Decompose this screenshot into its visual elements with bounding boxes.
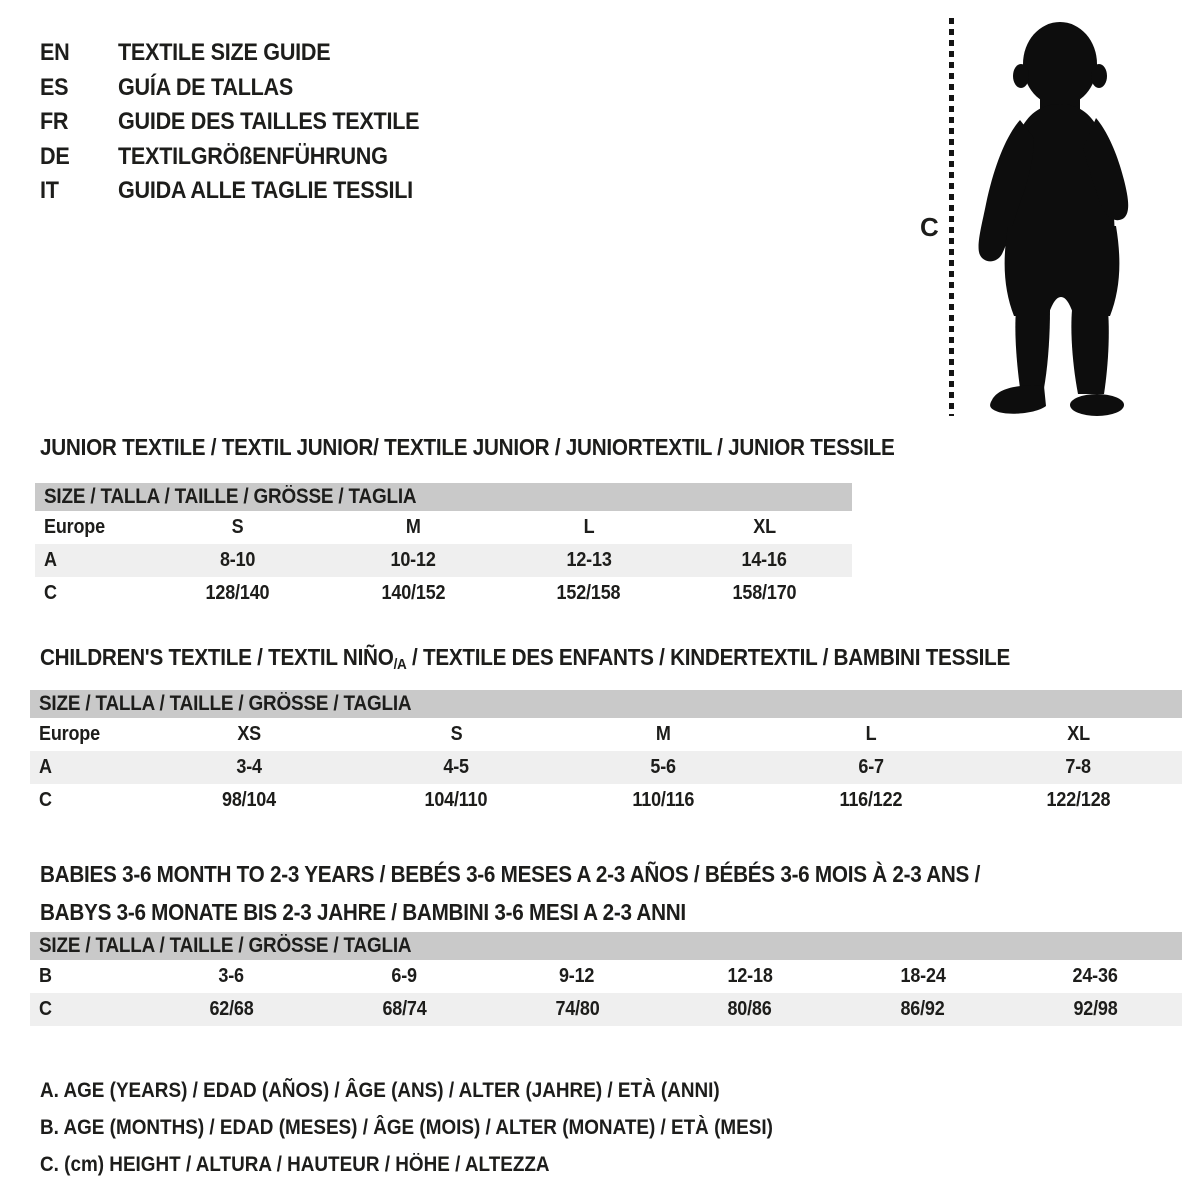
height-figure bbox=[900, 0, 1160, 430]
lang-row-en bbox=[40, 36, 453, 71]
lang-title-en: TEXTILE SIZE GUIDE bbox=[118, 39, 331, 67]
cell: 12-13 bbox=[566, 549, 612, 571]
cell: 9-12 bbox=[559, 965, 595, 987]
row-label: Europe bbox=[39, 723, 100, 745]
table-row bbox=[30, 718, 1182, 751]
cell: 10-12 bbox=[390, 549, 436, 571]
table-row bbox=[35, 577, 852, 610]
measurement-legend bbox=[40, 1072, 854, 1183]
table-row bbox=[30, 960, 1182, 993]
table-row bbox=[35, 511, 852, 544]
cell: 98/104 bbox=[221, 789, 276, 811]
row-label: B bbox=[39, 965, 52, 987]
cell: 12-18 bbox=[727, 965, 773, 987]
babies-section-title: BABIES 3-6 MONTH TO 2-3 YEARS / BEBÉS 3-6 MESES A 2-3 AÑOS / BÉBÉS 3-6 MOIS À 2-3 ANS / BABYS 3-6 MONATE BIS 2-3 JAHRE / BAMBINI 3-6 MESI A 2-3 ANNI bbox=[40, 861, 981, 925]
cell: 8-10 bbox=[220, 549, 256, 571]
lang-title-fr: GUIDE DES TAILLES TEXTILE bbox=[118, 108, 420, 136]
junior-table-header: SIZE / TALLA / TAILLE / GRÖSSE / TAGLIA bbox=[35, 483, 852, 511]
babies-size-table bbox=[30, 932, 1182, 1026]
row-label: C bbox=[39, 998, 52, 1020]
table-row bbox=[30, 751, 1182, 784]
lang-title-it: GUIDA ALLE TAGLIE TESSILI bbox=[118, 177, 413, 205]
cell: XL bbox=[1066, 723, 1090, 745]
lang-code-en: EN bbox=[40, 39, 70, 67]
cell: 68/74 bbox=[382, 998, 427, 1020]
legend-line-c: C. (cm) HEIGHT / ALTURA / HAUTEUR / HÖHE / ALTEZZA bbox=[40, 1152, 550, 1176]
cell: 116/122 bbox=[839, 789, 903, 811]
language-header bbox=[40, 36, 453, 209]
table-row bbox=[30, 993, 1182, 1026]
cell: 74/80 bbox=[554, 998, 600, 1020]
cell: 128/140 bbox=[205, 582, 270, 604]
height-c-label: C bbox=[920, 212, 939, 242]
cell: 14-16 bbox=[741, 549, 787, 571]
cell: 7-8 bbox=[1065, 756, 1092, 778]
toddler-silhouette bbox=[966, 14, 1150, 420]
row-label: A bbox=[39, 756, 52, 778]
lang-code-fr: FR bbox=[40, 108, 69, 136]
lang-row-it bbox=[40, 174, 453, 209]
cell: S bbox=[231, 516, 244, 538]
cell: 24-36 bbox=[1072, 965, 1119, 987]
row-label: Europe bbox=[44, 516, 105, 538]
children-table-header: SIZE / TALLA / TAILLE / GRÖSSE / TAGLIA bbox=[30, 690, 1182, 718]
lang-code-it: IT bbox=[40, 177, 59, 205]
height-dashed-line bbox=[949, 18, 954, 416]
cell: 92/98 bbox=[1073, 998, 1118, 1020]
row-label: C bbox=[39, 789, 52, 811]
children-section-title: CHILDREN'S TEXTILE / TEXTIL NIÑO/A / TEXTILE DES ENFANTS / KINDERTEXTIL / BAMBINI TESSILE bbox=[40, 644, 1011, 673]
table-row bbox=[30, 784, 1182, 817]
cell: 5-6 bbox=[650, 756, 677, 778]
children-size-table bbox=[30, 690, 1182, 817]
cell: XS bbox=[236, 723, 261, 745]
cell: 3-6 bbox=[218, 965, 245, 987]
cell: 140/152 bbox=[381, 582, 446, 604]
lang-title-es: GUÍA DE TALLAS bbox=[118, 73, 294, 101]
cell: 18-24 bbox=[900, 965, 946, 987]
row-label: A bbox=[44, 549, 57, 571]
cell: 110/116 bbox=[632, 789, 695, 811]
cell: 3-4 bbox=[235, 756, 262, 778]
cell: 80/86 bbox=[727, 998, 772, 1020]
cell: 86/92 bbox=[900, 998, 945, 1020]
lang-row-fr bbox=[40, 105, 453, 140]
cell: XL bbox=[752, 516, 776, 538]
cell: 62/68 bbox=[209, 998, 254, 1020]
cell: 4-5 bbox=[443, 756, 469, 778]
cell: 6-7 bbox=[858, 756, 884, 778]
cell: M bbox=[405, 516, 421, 538]
table-row bbox=[35, 544, 852, 577]
lang-row-de bbox=[40, 140, 453, 175]
cell: 152/158 bbox=[556, 582, 621, 604]
babies-table-header: SIZE / TALLA / TAILLE / GRÖSSE / TAGLIA bbox=[30, 932, 1182, 960]
cell: L bbox=[865, 723, 877, 745]
cell: 158/170 bbox=[732, 582, 797, 604]
cell: L bbox=[583, 516, 595, 538]
cell: 6-9 bbox=[391, 965, 417, 987]
lang-title-de: TEXTILGRÖßENFÜHRUNG bbox=[118, 142, 388, 170]
lang-code-de: DE bbox=[40, 142, 70, 170]
cell: 122/128 bbox=[1046, 789, 1111, 811]
lang-row-es bbox=[40, 71, 453, 106]
cell: S bbox=[450, 723, 463, 745]
lang-code-es: ES bbox=[40, 73, 69, 101]
legend-line-b: B. AGE (MONTHS) / EDAD (MESES) / ÂGE (MOIS) / ALTER (MONATE) / ETÀ (MESI) bbox=[40, 1115, 773, 1139]
cell: M bbox=[656, 723, 671, 745]
cell: 104/110 bbox=[424, 789, 488, 811]
junior-size-table bbox=[35, 483, 852, 610]
legend-line-a: A. AGE (YEARS) / EDAD (AÑOS) / ÂGE (ANS) / ALTER (JAHRE) / ETÀ (ANNI) bbox=[40, 1078, 720, 1102]
junior-section-title: JUNIOR TEXTILE / TEXTIL JUNIOR/ TEXTILE JUNIOR / JUNIORTEXTIL / JUNIOR TESSILE bbox=[40, 434, 895, 460]
row-label: C bbox=[44, 582, 57, 604]
